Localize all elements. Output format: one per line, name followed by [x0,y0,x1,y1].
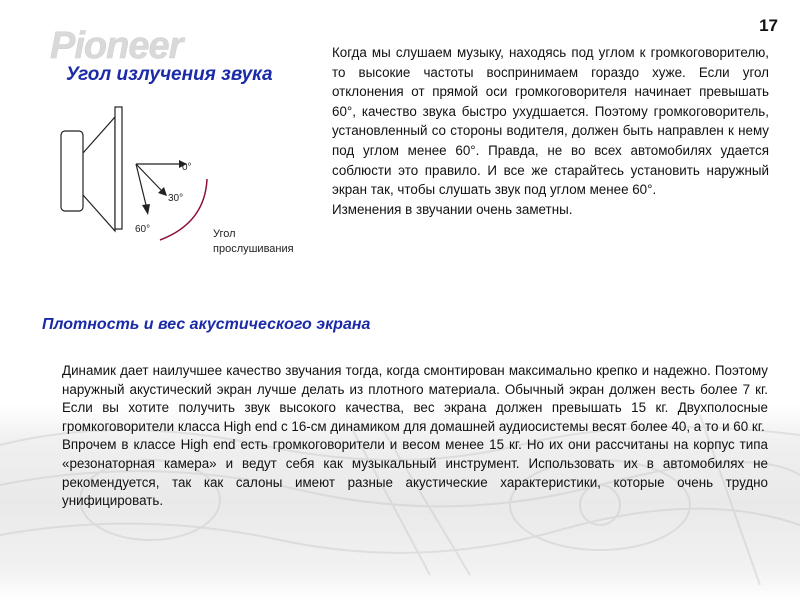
speaker-cone [83,117,115,231]
angle-label-0: 0° [182,162,192,173]
arrow-60-icon [142,204,150,215]
listening-label-line1: Угол [213,228,236,240]
section-title-sound-angle: Угол излучения звука [66,64,273,85]
page-number: 17 [759,16,778,35]
logo-text: Pioneer [50,25,183,67]
listening-arc [160,179,207,240]
listening-label-line2: прослушивания [213,243,294,255]
section2-body [62,362,768,511]
listening-angle-label [213,227,294,257]
speaker-enclosure [61,131,83,211]
angle-label-30: 30° [168,193,184,204]
angle-label-60: 60° [135,224,151,235]
section2-paragraph: Впрочем в классе High end есть громкоговорители и весом менее 15 кг. Но их они рассчитаны на корпус типа «резонаторная камера» и ведут себя как музыкальный инструмент. Использовать их в автомобилях не рекомендуется, так как салоны имеют разные акустические характеристики, которые очень трудно унифицировать. [62,437,768,509]
pioneer-logo [50,24,250,68]
axis-60-line [136,164,146,205]
section1-paragraph: Изменения в звучании очень заметны. [332,201,573,217]
section1-paragraph: Когда мы слушаем музыку, находясь под углом к громкоговорителю, то высокие частоты воспринимаем гораздо хуже. Если угол отклонения от прямой оси громкоговорителя начинает превышать 60°, качество звука быстро ухудшается. Поэтому громкоговоритель, установленный со стороны водителя, должен быть направлен к нему под углом менее 60°. Правда, не во всех автомобилях удается соблюсти это правило. И все же старайтесь установить наружный экран так, чтобы слушать звук под углом менее 60°. [332,45,769,198]
speaker-baffle [115,107,122,229]
section1-body [332,43,769,219]
section-title-enclosure-density: Плотность и вес акустического экрана [42,316,371,333]
section2-paragraph: Динамик дает наилучшее качество звучания тогда, когда смонтирован максимально крепко и надежно. Поэтому наружный акустический экран лучше делать из плотного материала. Обычный экран должен весть более 7 кг. Если вы хотите получить звук высокого качества, вес экрана должен превышать 15 кг. Двухполосные громкоговорители класса High end с 16-см динамиком для домашней аудиосистемы весят более 40, а то и 60 кг. [62,363,768,434]
